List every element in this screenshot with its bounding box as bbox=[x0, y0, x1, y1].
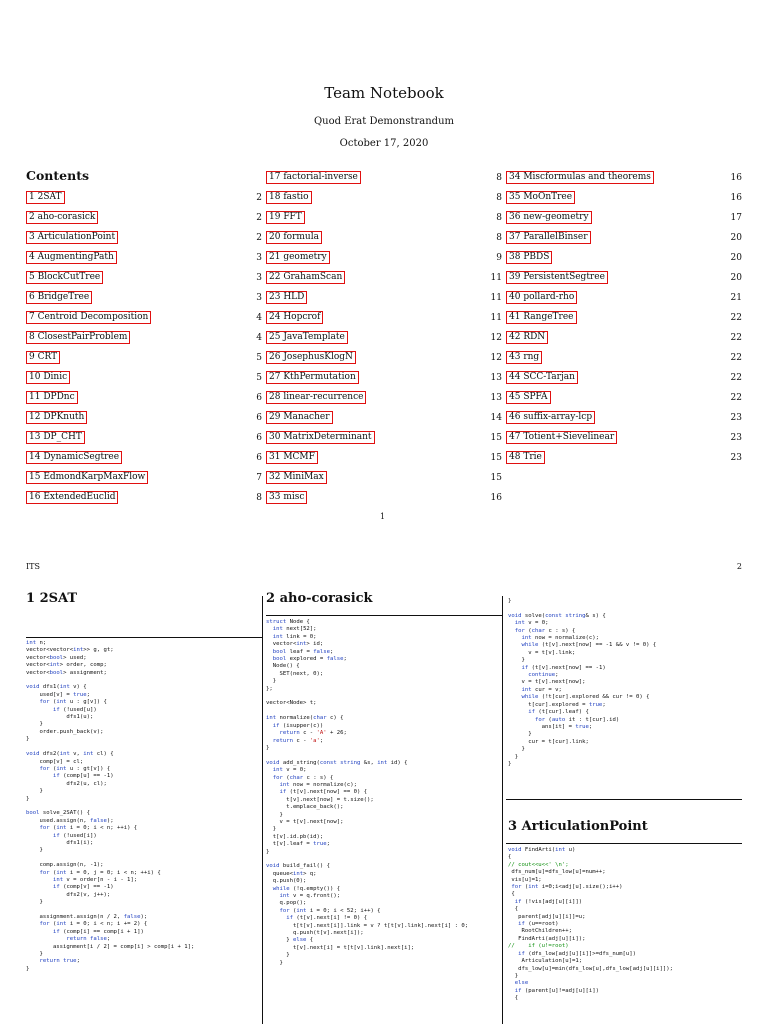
toc-entry-link[interactable]: 8 ClosestPairProblem bbox=[26, 331, 130, 344]
toc-entry-page: 22 bbox=[730, 353, 742, 363]
toc-entry-link[interactable]: 33 misc bbox=[266, 491, 307, 504]
toc-entry-link[interactable]: 42 RDN bbox=[506, 331, 548, 344]
toc-column-1 bbox=[26, 188, 262, 508]
toc-entry[interactable] bbox=[266, 168, 502, 188]
toc-entry-link[interactable]: 39 PersistentSegtree bbox=[506, 271, 608, 284]
toc-entry-page: 20 bbox=[730, 273, 742, 283]
toc-entry-page: 21 bbox=[730, 293, 742, 303]
page-number: 1 bbox=[380, 512, 386, 521]
toc-entry-link[interactable]: 32 MiniMax bbox=[266, 471, 327, 484]
toc-entry-link[interactable]: 2 aho-corasick bbox=[26, 211, 98, 224]
toc-entry-link[interactable]: 4 AugmentingPath bbox=[26, 251, 117, 264]
section-rule bbox=[266, 615, 502, 616]
document-author: Quod Erat Demonstrandum bbox=[313, 116, 454, 127]
contents-heading: Contents bbox=[26, 168, 90, 183]
toc-entry-link[interactable]: 9 CRT bbox=[26, 351, 60, 364]
document-date: October 17, 2020 bbox=[339, 138, 429, 149]
toc-entry-page: 23 bbox=[730, 413, 742, 423]
toc-entry[interactable] bbox=[266, 288, 502, 308]
toc-entry-link[interactable]: 12 DPKnuth bbox=[26, 411, 87, 424]
toc-entry-page: 20 bbox=[730, 253, 742, 263]
toc-entry[interactable] bbox=[26, 448, 262, 468]
toc-entry[interactable] bbox=[26, 288, 262, 308]
toc-entry[interactable] bbox=[506, 288, 742, 308]
toc-entry-page: 3 bbox=[256, 293, 262, 303]
toc-entry-link[interactable]: 13 DP_CHT bbox=[26, 431, 85, 444]
toc-entry-page: 14 bbox=[490, 413, 502, 423]
toc-entry-link[interactable]: 5 BlockCutTree bbox=[26, 271, 103, 284]
toc-entry-link[interactable]: 7 Centroid Decomposition bbox=[26, 311, 151, 324]
toc-entry-page: 8 bbox=[496, 213, 502, 223]
section-heading-2sat: 1 2SAT bbox=[26, 591, 78, 606]
toc-entry-link[interactable]: 45 SPFA bbox=[506, 391, 551, 404]
toc-column-3 bbox=[506, 168, 742, 468]
toc-entry[interactable] bbox=[506, 328, 742, 348]
toc-entry-link[interactable]: 17 factorial-inverse bbox=[266, 171, 361, 184]
toc-entry[interactable] bbox=[26, 368, 262, 388]
toc-entry[interactable] bbox=[506, 448, 742, 468]
toc-entry-link[interactable]: 30 MatrixDeterminant bbox=[266, 431, 375, 444]
toc-entry[interactable] bbox=[26, 488, 262, 508]
toc-entry[interactable] bbox=[26, 328, 262, 348]
toc-entry-page: 6 bbox=[256, 453, 262, 463]
toc-entry[interactable] bbox=[506, 248, 742, 268]
toc-entry[interactable] bbox=[26, 228, 262, 248]
toc-entry-link[interactable]: 10 Dinic bbox=[26, 371, 70, 384]
toc-entry-page: 16 bbox=[730, 193, 742, 203]
toc-entry-link[interactable]: 22 GrahamScan bbox=[266, 271, 345, 284]
toc-entry-link[interactable]: 43 rng bbox=[506, 351, 542, 364]
section-heading-aho-corasick: 2 aho-corasick bbox=[266, 591, 373, 606]
toc-entry-link[interactable]: 16 ExtendedEuclid bbox=[26, 491, 118, 504]
toc-entry[interactable] bbox=[26, 408, 262, 428]
toc-entry-page: 8 bbox=[496, 193, 502, 203]
toc-entry[interactable] bbox=[266, 188, 502, 208]
toc-entry[interactable] bbox=[506, 228, 742, 248]
toc-entry-link[interactable]: 3 ArticulationPoint bbox=[26, 231, 118, 244]
document-title: Team Notebook bbox=[324, 84, 444, 102]
toc-entry-page: 2 bbox=[256, 233, 262, 243]
column-divider bbox=[262, 596, 263, 1024]
toc-entry-link[interactable]: 19 FFT bbox=[266, 211, 305, 224]
toc-entry-link[interactable]: 21 geometry bbox=[266, 251, 330, 264]
toc-entry-page: 7 bbox=[256, 473, 262, 483]
toc-entry[interactable] bbox=[506, 388, 742, 408]
section-rule bbox=[506, 843, 742, 844]
toc-entry[interactable] bbox=[26, 308, 262, 328]
toc-entry-link[interactable]: 23 HLD bbox=[266, 291, 307, 304]
toc-entry-page: 3 bbox=[256, 253, 262, 263]
toc-entry-link[interactable]: 6 BridgeTree bbox=[26, 291, 92, 304]
toc-entry-link[interactable]: 38 PBDS bbox=[506, 251, 552, 264]
toc-entry[interactable] bbox=[266, 368, 502, 388]
toc-entry-link[interactable]: 15 EdmondKarpMaxFlow bbox=[26, 471, 148, 484]
toc-entry[interactable] bbox=[26, 268, 262, 288]
toc-entry-link[interactable]: 24 Hopcrof bbox=[266, 311, 323, 324]
toc-entry-page: 13 bbox=[490, 393, 502, 403]
toc-entry-link[interactable]: 41 RangeTree bbox=[506, 311, 577, 324]
toc-entry[interactable] bbox=[266, 248, 502, 268]
toc-entry-link[interactable]: 28 linear-recurrence bbox=[266, 391, 366, 404]
toc-entry-page: 2 bbox=[256, 213, 262, 223]
toc-entry-link[interactable]: 25 JavaTemplate bbox=[266, 331, 348, 344]
toc-entry-page: 3 bbox=[256, 273, 262, 283]
toc-entry[interactable] bbox=[506, 428, 742, 448]
code-block-articulation-point: void FindArti(int u) { // cout<<u<<' \n'; dfs_num[u]=dfs_low[u]=num++; vis[u]=1; for (int i=0;i<adj[u].size();i++) { if (!vis[adj[u][i]]) { parent[adj[u][i]]=u; if (u==root) RootChildren++; FindArti(adj[u][i]); // if (u!=root) if (dfs_low[adj[u][i]]>=dfs_num[u]) Articulation[u]=1; dfs_low[u]=min(dfs_low[u],dfs_low[adj[u][i]]); } else if (parent[u]!=adj[u][i]) { bbox=[508, 847, 674, 1002]
toc-entry-page: 13 bbox=[490, 373, 502, 383]
toc-entry-link[interactable]: 36 new-geometry bbox=[506, 211, 592, 224]
toc-column-2 bbox=[266, 168, 502, 508]
code-block-2sat: int n; vector<vector<int>> g, gt; vector<bool> used; vector<int> order, comp; vector<bool> assignment; void dfs1(int v) { used[v] = true; for (int u : g[v]) { if (!used[u]) dfs1(u); } order.push_back(v); } void dfs2(int v, int cl) { comp[v] = cl; for (int u : gt[v]) { if (comp[u] == -1) dfs2(u, cl); } } bool solve_2SAT() { used.assign(n, false); for (int i = 0; i < n; ++i) { if (!used[i]) dfs1(i); } comp.assign(n, -1); for (int i = 0, j = 0; i < n; ++i) { int v = order[n - i - 1]; if (comp[v] == -1) dfs2(v, j++); } assignment.assign(n / 2, false); for (int i = 0; i < n; i += 2) { if (comp[i] == comp[i + 1]) return false; assignment[i / 2] = comp[i] > comp[i + 1]; } return true; } bbox=[26, 640, 195, 972]
toc-entry[interactable] bbox=[506, 168, 742, 188]
toc-entry-link[interactable]: 40 pollard-rho bbox=[506, 291, 577, 304]
toc-entry-page: 11 bbox=[490, 313, 502, 323]
toc-entry[interactable] bbox=[26, 248, 262, 268]
toc-entry[interactable] bbox=[26, 468, 262, 488]
toc-entry-link[interactable]: 18 fastio bbox=[266, 191, 312, 204]
toc-entry-page: 5 bbox=[256, 373, 262, 383]
toc-entry-page: 22 bbox=[730, 373, 742, 383]
column-divider bbox=[502, 596, 503, 1024]
running-header-left: ITS bbox=[26, 562, 40, 571]
toc-entry-link[interactable]: 37 ParallelBinser bbox=[506, 231, 591, 244]
toc-entry[interactable] bbox=[266, 208, 502, 228]
toc-entry[interactable] bbox=[266, 328, 502, 348]
toc-entry-link[interactable]: 20 formula bbox=[266, 231, 322, 244]
toc-entry-page: 11 bbox=[490, 273, 502, 283]
toc-entry-page: 16 bbox=[730, 173, 742, 183]
toc-entry-page: 6 bbox=[256, 433, 262, 443]
toc-entry[interactable] bbox=[266, 448, 502, 468]
toc-entry[interactable] bbox=[266, 388, 502, 408]
toc-entry-page: 22 bbox=[730, 313, 742, 323]
toc-entry[interactable] bbox=[266, 488, 502, 508]
toc-entry-page: 6 bbox=[256, 413, 262, 423]
toc-entry[interactable] bbox=[266, 468, 502, 488]
toc-entry-link[interactable]: 48 Trie bbox=[506, 451, 545, 464]
toc-entry[interactable] bbox=[266, 348, 502, 368]
toc-entry-link[interactable]: 34 Miscformulas and theorems bbox=[506, 171, 654, 184]
toc-entry[interactable] bbox=[506, 408, 742, 428]
toc-entry-page: 23 bbox=[730, 453, 742, 463]
toc-entry[interactable] bbox=[506, 188, 742, 208]
toc-entry-page: 8 bbox=[496, 173, 502, 183]
toc-entry-page: 15 bbox=[490, 473, 502, 483]
toc-entry[interactable] bbox=[506, 268, 742, 288]
section-rule bbox=[26, 637, 262, 638]
toc-entry-link[interactable]: 1 2SAT bbox=[26, 191, 65, 204]
toc-entry-link[interactable]: 44 SCC-Tarjan bbox=[506, 371, 578, 384]
toc-entry[interactable] bbox=[26, 388, 262, 408]
code-block-aho-corasick: struct Node { int next[52]; int link = 0; vector<int> id; bool leaf = false; bool explored = false; Node() { SET(next, 0); } }; vector<Node> t; int normalize(char c) { if (isupper(c)) return c - 'A' + 26; return c - 'a'; } void add_string(const string &s, int id) { int v = 0; for (char c : s) { int now = normalize(c); if (t[v].next[now] == 0) { t[v].next[now] = t.size(); t.emplace_back(); } v = t[v].next[now]; } t[v].id.pb(id); t[v].leaf = true; } void build_fail() { queue<int> q; q.push(0); while (!q.empty()) { int v = q.front(); q.pop(); for (int i = 0; i < 52; i++) { if (t[v].next[i] != 0) { t[t[v].next[i]].link = v ? t[t[v].link].next[i] : 0; q.push(t[v].next[i]); } else { t[v].next[i] = t[t[v].link].next[i]; } } bbox=[266, 619, 469, 966]
toc-entry-page: 20 bbox=[730, 233, 742, 243]
toc-entry[interactable] bbox=[26, 208, 262, 228]
toc-entry-link[interactable]: 29 Manacher bbox=[266, 411, 333, 424]
toc-entry-link[interactable]: 31 MCMF bbox=[266, 451, 318, 464]
toc-entry[interactable] bbox=[506, 208, 742, 228]
toc-entry-page: 4 bbox=[256, 333, 262, 343]
toc-entry-page: 5 bbox=[256, 353, 262, 363]
toc-entry-page: 15 bbox=[490, 453, 502, 463]
toc-entry-link[interactable]: 47 Totient+Sievelinear bbox=[506, 431, 617, 444]
toc-entry[interactable] bbox=[266, 268, 502, 288]
toc-entry-link[interactable]: 11 DPDnc bbox=[26, 391, 78, 404]
toc-entry-page: 22 bbox=[730, 393, 742, 403]
toc-entry[interactable] bbox=[506, 308, 742, 328]
toc-entry[interactable] bbox=[506, 368, 742, 388]
toc-entry[interactable] bbox=[266, 308, 502, 328]
toc-entry-page: 8 bbox=[496, 233, 502, 243]
section-heading-articulation-point: 3 ArticulationPoint bbox=[508, 819, 648, 834]
toc-entry-page: 15 bbox=[490, 433, 502, 443]
toc-entry[interactable] bbox=[26, 428, 262, 448]
toc-entry-page: 16 bbox=[490, 493, 502, 503]
code-block-aho-corasick-continued: } void solve(const string& s) { int v = 0; for (char c : s) { int now = normalize(c); while (t[v].next[now] == -1 && v != 0) { v = t[v].link; } if (t[v].next[now] == -1) continue; v = t[v].next[now]; int cur = v; while (!t[cur].explored && cur != 0) { t[cur].explored = true; if (t[cur].leaf) { for (auto it : t[cur].id) ans[it] = true; } cur = t[cur].link; } } } bbox=[508, 598, 657, 767]
running-header-page-number: 2 bbox=[736, 562, 742, 571]
toc-entry-link[interactable]: 35 MoOnTree bbox=[506, 191, 575, 204]
toc-entry[interactable] bbox=[266, 428, 502, 448]
toc-entry-page: 4 bbox=[256, 313, 262, 323]
toc-entry-page: 6 bbox=[256, 393, 262, 403]
toc-entry-page: 12 bbox=[490, 333, 502, 343]
toc-entry-page: 11 bbox=[490, 293, 502, 303]
toc-entry-page: 2 bbox=[256, 193, 262, 203]
toc-entry-link[interactable]: 27 KthPermutation bbox=[266, 371, 359, 384]
toc-entry[interactable] bbox=[26, 188, 262, 208]
toc-entry[interactable] bbox=[506, 348, 742, 368]
toc-entry-page: 8 bbox=[256, 493, 262, 503]
section-rule bbox=[506, 799, 742, 800]
toc-entry[interactable] bbox=[266, 228, 502, 248]
toc-entry-page: 17 bbox=[730, 213, 742, 223]
toc-entry-link[interactable]: 46 suffix-array-lcp bbox=[506, 411, 595, 424]
toc-entry-link[interactable]: 14 DynamicSegtree bbox=[26, 451, 122, 464]
toc-entry-page: 23 bbox=[730, 433, 742, 443]
toc-entry-link[interactable]: 26 JosephusKlogN bbox=[266, 351, 356, 364]
toc-entry-page: 12 bbox=[490, 353, 502, 363]
toc-entry-page: 9 bbox=[496, 253, 502, 263]
toc-entry-page: 22 bbox=[730, 333, 742, 343]
toc-entry[interactable] bbox=[26, 348, 262, 368]
toc-entry[interactable] bbox=[266, 408, 502, 428]
